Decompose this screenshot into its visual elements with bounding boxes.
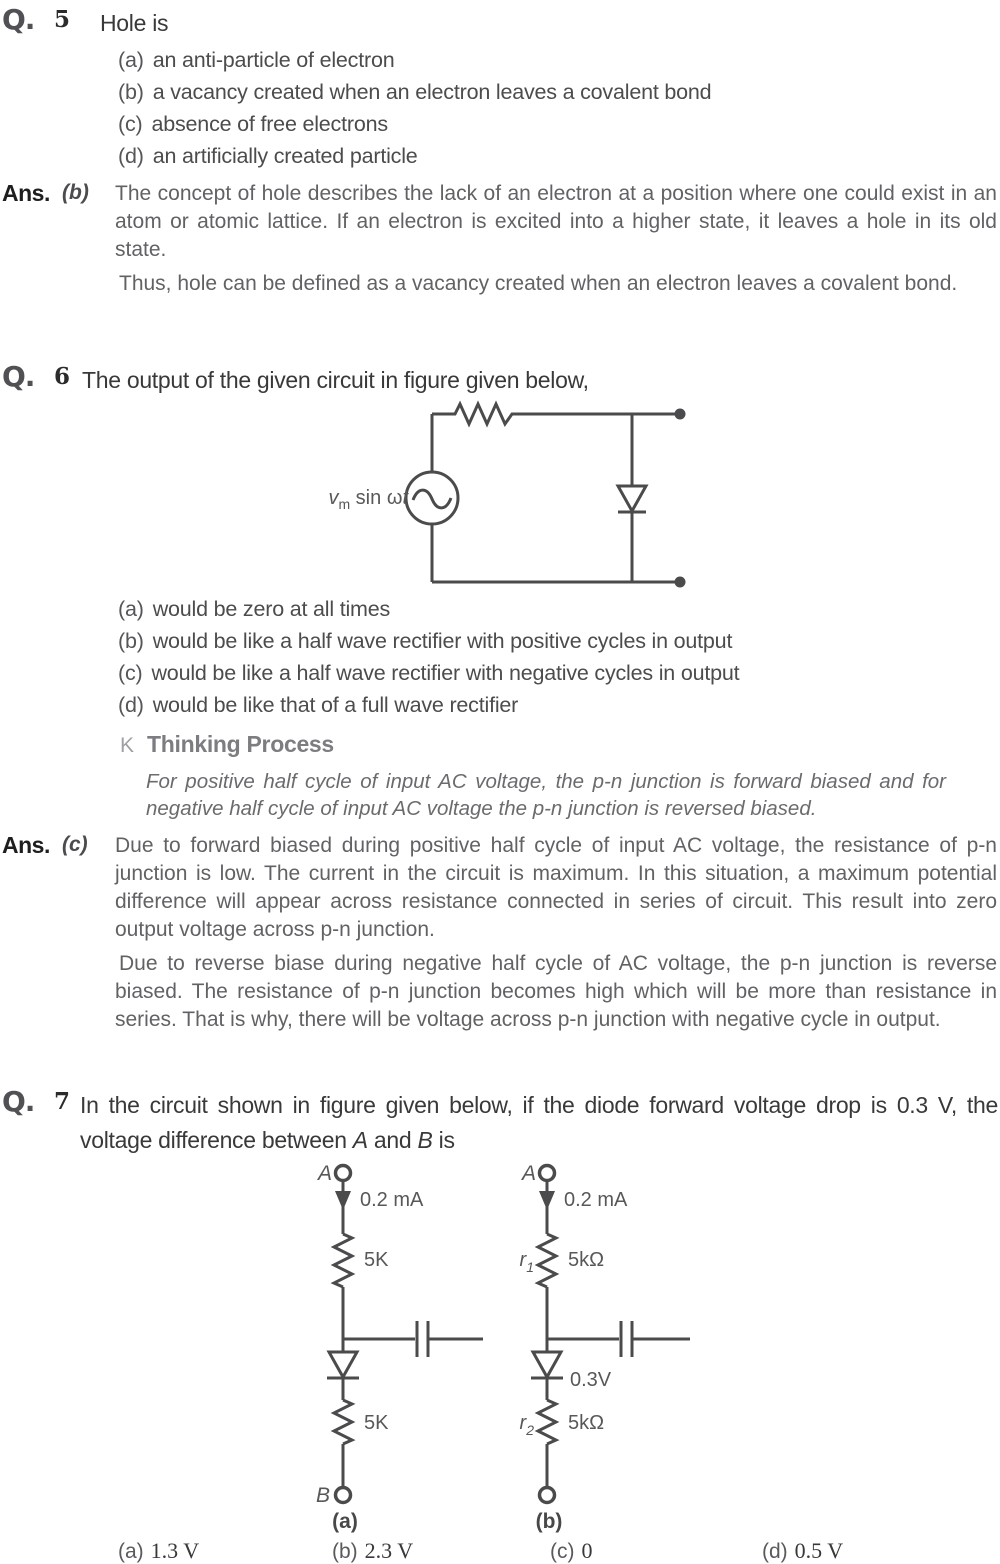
option-letter: (a) <box>118 1540 144 1563</box>
option-b <box>332 1538 413 1564</box>
resistor-icon <box>538 1234 556 1287</box>
question-number: 5 <box>54 6 71 33</box>
source-voltage-label: $v_m$ sin ωt <box>328 487 408 512</box>
option-text: would be zero at all times <box>152 597 391 621</box>
option-text: 0 <box>581 1538 593 1563</box>
answer-letter: (c) <box>62 833 88 856</box>
question-icon: Q. <box>2 360 35 393</box>
option-b <box>0 76 980 108</box>
answer-paragraph: Due to forward biased during positive half cycle of input AC voltage, the resistance of p-n junction is low. The current in the circuit is maximum. In this situation, a maximum potential difference will appear across resistance connected in series of circuit. This result into zero output voltage across p-n junction. <box>115 834 997 941</box>
option-text: absence of free electrons <box>151 112 388 136</box>
option-letter: (d) <box>118 693 144 717</box>
question-6-options <box>0 593 980 721</box>
circuit-a-caption: (a) <box>332 1510 358 1533</box>
option-d <box>762 1538 843 1564</box>
question-icon: Q. <box>2 3 35 36</box>
thinking-process-title: Thinking Process <box>147 731 334 757</box>
node-b-ref: B <box>417 1127 433 1153</box>
question-title: The output of the given circuit in figure given below, <box>82 367 589 393</box>
resistor-r2-name: $r_2$ <box>519 1412 534 1438</box>
question-icon: Q. <box>2 1085 35 1118</box>
terminal-bottom <box>540 1488 555 1503</box>
current-label: 0.2 mA <box>360 1189 424 1211</box>
circuit-b-caption: (b) <box>535 1510 563 1533</box>
option-text: would be like a half wave rectifier with positive cycles in output <box>152 629 733 653</box>
resistor-r2-value: 5kΩ <box>568 1412 605 1434</box>
answer-body <box>115 180 997 298</box>
option-a <box>0 44 980 76</box>
option-c <box>0 657 980 689</box>
terminal-b-label: B <box>315 1484 330 1507</box>
answer-paragraph: The concept of hole describes the lack of an electron at a position where one could exist in an atom or atomic lattice. If an electron is excited into a higher state, it leaves a hole in its old state. <box>115 182 997 261</box>
option-text: a vacancy created when an electron leaves a covalent bond <box>152 80 712 104</box>
option-d <box>0 140 980 172</box>
diode-icon <box>618 486 646 511</box>
option-text: 1.3 V <box>150 1538 200 1563</box>
option-letter: (a) <box>118 597 144 621</box>
question-title: Hole is <box>100 10 169 36</box>
option-letter: (b) <box>332 1540 358 1563</box>
option-text: 2.3 V <box>364 1538 414 1563</box>
answer-label: Ans. <box>2 180 50 206</box>
option-a <box>0 593 980 625</box>
answer-body <box>115 832 997 1034</box>
option-letter: (a) <box>118 48 144 72</box>
current-label: 0.2 mA <box>564 1189 628 1211</box>
diode-icon <box>329 1352 357 1377</box>
answer-letter: (b) <box>62 181 89 204</box>
node-a-ref: A <box>352 1127 368 1153</box>
terminal-a <box>336 1166 351 1181</box>
resistor-r1-name: $r_1$ <box>519 1249 534 1275</box>
diode-icon <box>533 1352 561 1377</box>
resistor-icon <box>538 1400 556 1444</box>
resistor-icon <box>334 1400 352 1444</box>
answer-5 <box>0 180 1000 298</box>
option-letter: (c) <box>118 661 143 685</box>
option-letter: (d) <box>118 144 144 168</box>
resistor-r1-value: 5kΩ <box>568 1249 605 1271</box>
resistor-bottom-label: 5K <box>364 1412 389 1434</box>
option-letter: (b) <box>118 80 144 104</box>
option-a <box>118 1538 199 1564</box>
q6-circuit-diagram <box>298 398 698 598</box>
resistor-top-label: 5K <box>364 1249 389 1271</box>
diode-drop-label: 0.3V <box>570 1369 612 1391</box>
output-terminal-bottom <box>675 577 686 588</box>
option-text: would be like a half wave rectifier with negative cycles in output <box>151 661 740 685</box>
question-title: In the circuit shown in figure given below, if the diode forward voltage drop is 0.3 V, the voltage difference between A and B is <box>80 1092 998 1153</box>
q7-circuit-b-diagram <box>484 1158 714 1540</box>
thinking-process-text: For positive half cycle of input AC voltage, the p-n junction is forward biased and for negative half cycle of input AC voltage the p-n junction is reversed biased. <box>146 770 946 820</box>
current-arrow-icon <box>539 1191 555 1210</box>
option-letter: (c) <box>118 112 143 136</box>
answer-paragraph: Due to reverse biase during negative half cycle of AC voltage, the p-n junction is reverse biased. The resistance of p-n junction becomes high which will be more than resistance in series. That is why, there will be voltage across p-n junction with negative cycle in output. <box>115 952 997 1031</box>
option-d <box>0 689 980 721</box>
option-text: would be like that of a full wave rectifier <box>152 693 519 717</box>
thinking-process-icon: K <box>120 734 135 757</box>
option-letter: (d) <box>762 1540 788 1563</box>
answer-paragraph: Thus, hole can be defined as a vacancy created when an electron leaves a covalent bond. <box>119 272 958 295</box>
option-text: 0.5 V <box>794 1538 844 1563</box>
option-c <box>0 108 980 140</box>
terminal-a <box>540 1166 555 1181</box>
terminal-b <box>336 1488 351 1503</box>
current-arrow-icon <box>335 1191 351 1210</box>
terminal-a-label: A <box>521 1162 536 1185</box>
option-c <box>550 1538 593 1564</box>
option-b <box>0 625 980 657</box>
question-6-header <box>0 360 1000 398</box>
q7-circuit-a-diagram <box>280 1158 510 1540</box>
option-text: an anti-particle of electron <box>152 48 395 72</box>
question-7-header <box>0 1085 1000 1158</box>
terminal-a-label: A <box>317 1162 332 1185</box>
question-5-header <box>0 3 1000 41</box>
question-number: 7 <box>54 1088 71 1115</box>
option-text: an artificially created particle <box>152 144 418 168</box>
question-number: 6 <box>54 363 71 390</box>
output-terminal-top <box>675 409 686 420</box>
sine-wave-icon <box>413 490 451 508</box>
answer-label: Ans. <box>2 832 50 858</box>
answer-6 <box>0 832 1000 1034</box>
option-letter: (c) <box>550 1540 575 1563</box>
question-5-options <box>0 44 980 172</box>
resistor-icon <box>334 1234 352 1287</box>
resistor-icon <box>432 404 680 424</box>
option-letter: (b) <box>118 629 144 653</box>
